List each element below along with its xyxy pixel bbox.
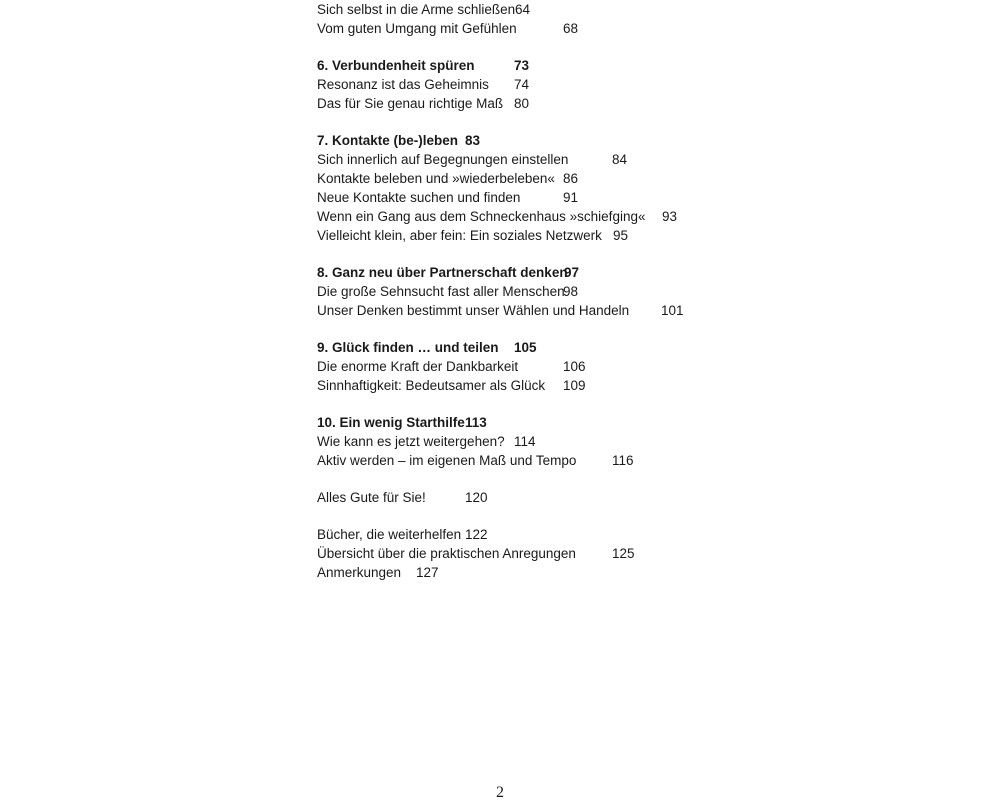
toc-entry-page: 106 — [563, 359, 586, 374]
toc-entry-title: Anmerkungen — [317, 565, 402, 580]
toc-chapter-title: 8. Ganz neu über Partnerschaft denken — [317, 265, 568, 280]
toc-chapter-title: 6. Verbundenheit spüren — [317, 58, 475, 73]
toc-chapter-page: 73 — [514, 58, 530, 73]
toc-chapter-title: 9. Glück finden … und teilen — [317, 340, 499, 355]
toc-entry-title: Unser Denken bestimmt unser Wählen und Handeln — [317, 303, 630, 318]
toc-entry-title: Bücher, die weiterhelfen — [317, 527, 462, 542]
toc-entry-title: Die enorme Kraft der Dankbarkeit — [317, 359, 519, 374]
toc-entry-page: 68 — [563, 21, 579, 36]
toc-entry-title: Übersicht über die praktischen Anregungen — [317, 546, 576, 561]
toc-entry-page: 74 — [514, 77, 530, 92]
toc-entry-page: 122 — [465, 527, 488, 542]
toc-entry-title: Alles Gute für Sie! — [317, 490, 426, 505]
toc-entry-title: Neue Kontakte suchen und finden — [317, 190, 521, 205]
toc-entry-title: Wenn ein Gang aus dem Schneckenhaus »schiefging« — [317, 209, 646, 224]
toc-entry-page: 127 — [416, 565, 439, 580]
toc-chapter-page: 113 — [465, 415, 487, 430]
toc-entry-title: Sich selbst in die Arme schließen — [317, 2, 516, 17]
toc-entry-title: Das für Sie genau richtige Maß — [317, 96, 504, 111]
toc-entry-title: Vielleicht klein, aber fein: Ein soziales Netzwerk — [317, 228, 602, 243]
toc-entry-page: 125 — [612, 546, 635, 561]
toc-entry-page: 80 — [514, 96, 530, 111]
toc-entry-page: 116 — [612, 453, 634, 468]
toc-chapter-page: 97 — [564, 265, 580, 280]
toc-entry-title: Aktiv werden – im eigenen Maß und Tempo — [317, 453, 577, 468]
toc-entry-title: Kontakte beleben und »wiederbeleben« — [317, 171, 555, 186]
toc-entry-page: 84 — [612, 152, 628, 167]
toc-chapter-page: 83 — [465, 133, 481, 148]
toc-entry-page: 120 — [465, 490, 488, 505]
toc-entry-page: 101 — [661, 303, 684, 318]
toc-entry-page: 91 — [563, 190, 579, 205]
toc-entry-title: Vom guten Umgang mit Gefühlen — [317, 21, 517, 36]
toc-entry-page: 93 — [662, 209, 678, 224]
toc-entry-page: 86 — [563, 171, 579, 186]
toc-chapter-title: 10. Ein wenig Starthilfe — [317, 415, 465, 430]
toc-entry-page: 95 — [613, 228, 629, 243]
toc-entry-page: 98 — [563, 284, 579, 299]
toc-entry-page: 64 — [515, 2, 531, 17]
toc-chapter-title: 7. Kontakte (be-)leben — [317, 133, 459, 148]
toc-entry-page: 109 — [563, 378, 586, 393]
toc-entry-title: Wie kann es jetzt weitergehen? — [317, 434, 505, 449]
page-number: 2 — [496, 784, 504, 801]
toc-entry-page: 114 — [514, 434, 536, 449]
toc-entry-title: Resonanz ist das Geheimnis — [317, 77, 489, 92]
toc-entry-title: Sinnhaftigkeit: Bedeutsamer als Glück — [317, 378, 546, 393]
toc-entry-title: Die große Sehnsucht fast aller Menschen — [317, 284, 565, 299]
toc-entry-title: Sich innerlich auf Begegnungen einstellen — [317, 152, 569, 167]
toc-chapter-page: 105 — [514, 340, 537, 355]
